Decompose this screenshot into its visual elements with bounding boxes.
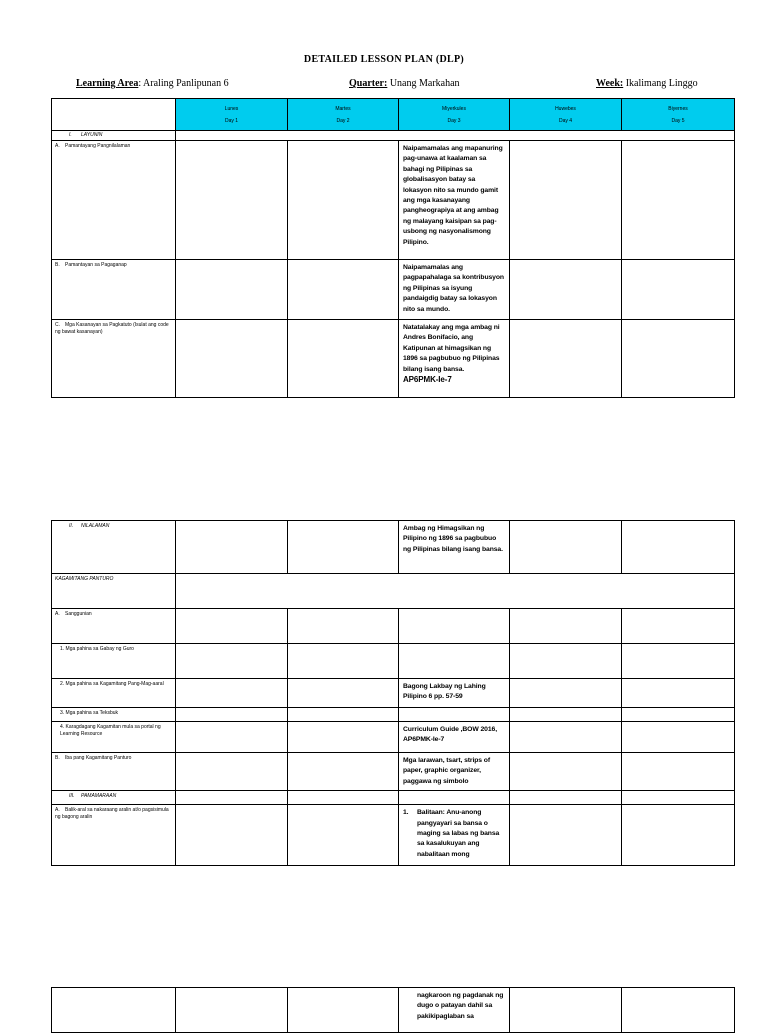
day2-cell <box>288 988 399 1033</box>
lesson-plan-table-objectives <box>51 98 735 398</box>
table-row <box>52 644 735 679</box>
week <box>596 78 698 89</box>
day1-cell <box>176 521 288 574</box>
day3-cell <box>399 708 510 722</box>
day3-cell <box>399 805 510 866</box>
row-label: B. Pamantayan sa Pagaganap <box>52 260 176 320</box>
section-heading: III. PAMAMARAAN <box>52 791 176 805</box>
section-heading: KAGAMITANG PANTURO <box>52 574 176 609</box>
day1-cell <box>176 722 288 753</box>
day1-cell <box>176 260 288 320</box>
row-label: 2. Mga pahina sa Kagamitang Pang-Mag-aaral <box>52 679 176 708</box>
day3-cell: Bagong Lakbay ng Lahing Pilipino 6 pp. 57-59 <box>399 679 510 708</box>
day1-cell <box>176 609 288 644</box>
day3-cell <box>399 609 510 644</box>
day3-cell: Naipamamalas ang pagpapahalaga sa kontribusyon ng Pilipinas sa isyung pandaigdig batay sa lokasyon nito sa mundo. <box>399 260 510 320</box>
quarter <box>349 78 460 89</box>
day-header: Huwebes Day 4 <box>510 99 622 131</box>
table-row <box>52 141 735 260</box>
table-row <box>52 260 735 320</box>
day5-cell <box>622 708 735 722</box>
day2-cell <box>288 141 399 260</box>
week-label: Week: <box>596 78 624 89</box>
row-label: 3. Mga pahina sa Teksbuk <box>52 708 176 722</box>
learning-area-label: Learning Area <box>76 78 139 89</box>
day2-cell <box>288 609 399 644</box>
table-row <box>52 320 735 398</box>
day5-cell <box>622 791 735 805</box>
day1-cell <box>176 753 288 791</box>
header-blank-cell <box>52 99 176 131</box>
competency-code: AP6PMK-Ie-7 <box>403 375 452 385</box>
row-label: 4. Karagdagang Kagamitan mula sa portal ng Learning Resource <box>52 722 176 753</box>
day5-cell <box>622 722 735 753</box>
table-row <box>52 708 735 722</box>
day5-cell <box>622 805 735 866</box>
section-heading: II. NILALAMAN <box>52 521 176 574</box>
row-label: A. Balik-aral sa nakaraang aralin at/o pagsisimula ng bagong aralin <box>52 805 176 866</box>
day5-cell <box>622 644 735 679</box>
learning-area <box>76 78 229 89</box>
day3-cell <box>399 644 510 679</box>
day3-cell <box>399 791 510 805</box>
day5-cell <box>622 609 735 644</box>
day4-cell <box>510 722 622 753</box>
row-label <box>52 988 176 1033</box>
table-row <box>52 805 735 866</box>
day1-cell <box>176 141 288 260</box>
day4-cell <box>510 988 622 1033</box>
day5-cell <box>622 320 735 398</box>
day5-cell <box>622 988 735 1033</box>
document-title: DETAILED LESSON PLAN (DLP) <box>303 54 465 65</box>
day4-cell <box>510 753 622 791</box>
day2-cell <box>288 679 399 708</box>
day4-cell <box>510 141 622 260</box>
day3-cell: Naipamamalas ang mapanuring pag-unawa at kaalaman sa bahagi ng Pilipinas sa globalisasyon batay sa lokasyon nito sa mundo gamit ang mga kasanayang pangheograpiya at ang ambag ng malayang kaisipan sa pag-usbong ng nasyonalismong Pilipino. <box>399 141 510 260</box>
day1-cell <box>176 708 288 722</box>
section-heading: I. LAYUNIN <box>52 131 176 141</box>
day3-cell: Mga larawan, tsart, strips of paper, graphic organizer, paggawa ng simbolo <box>399 753 510 791</box>
quarter-value: Unang Markahan <box>387 78 460 89</box>
row-label: 1. Mga pahina sa Gabay ng Guro <box>52 644 176 679</box>
day2-cell <box>288 791 399 805</box>
lesson-plan-table-continuation <box>51 987 735 1033</box>
day5-cell <box>622 521 735 574</box>
day5-cell <box>622 679 735 708</box>
table-row <box>52 609 735 644</box>
section-row-layunin <box>52 131 735 141</box>
section-span-cell <box>176 574 735 609</box>
table-row <box>52 722 735 753</box>
day3-cell: nagkaroon ng pagdanak ng dugo o patayan dahil sa pakikipaglaban sa <box>399 988 510 1033</box>
day3-cell: Ambag ng Himagsikan ng Pilipino ng 1896 sa pagbubuo ng Pilipinas bilang isang bansa. <box>399 521 510 574</box>
day1-cell <box>176 988 288 1033</box>
day1-cell <box>176 805 288 866</box>
day4-cell <box>510 260 622 320</box>
day5-cell <box>622 260 735 320</box>
row-label: A. Pamantayang Pangnilalaman <box>52 141 176 260</box>
day5-cell <box>622 753 735 791</box>
day4-cell <box>510 791 622 805</box>
day1-cell <box>176 320 288 398</box>
row-label: A. Sanggunian <box>52 609 176 644</box>
table-row <box>52 679 735 708</box>
days-header-row <box>52 99 735 131</box>
day-header: Lunes Day 1 <box>176 99 288 131</box>
day2-cell <box>288 260 399 320</box>
day4-cell <box>510 320 622 398</box>
day4-cell <box>510 805 622 866</box>
day1-cell <box>176 791 288 805</box>
day2-cell <box>288 708 399 722</box>
lesson-plan-table-content <box>51 520 735 866</box>
day4-cell <box>510 609 622 644</box>
table-row <box>52 753 735 791</box>
day-header: Biyernes Day 5 <box>622 99 735 131</box>
day2-cell <box>288 722 399 753</box>
day2-cell <box>288 644 399 679</box>
day4-cell <box>510 679 622 708</box>
section-span-cell <box>176 131 735 141</box>
table-row <box>52 988 735 1033</box>
balitaan-text: Balitaan: Anu-anong pangyayari sa bansa o maging sa labas ng bansa sa kasalukuyan ang nabalitaan mong <box>417 809 500 858</box>
day4-cell <box>510 708 622 722</box>
quarter-label: Quarter: <box>349 78 388 89</box>
learning-area-value: : Araling Panlipunan 6 <box>138 78 229 89</box>
day5-cell <box>622 141 735 260</box>
day-header: Miyerkules Day 3 <box>399 99 510 131</box>
day2-cell <box>288 805 399 866</box>
day-header: Martes Day 2 <box>288 99 399 131</box>
day1-cell <box>176 679 288 708</box>
day4-cell <box>510 521 622 574</box>
day2-cell <box>288 521 399 574</box>
section-row-kagamitan <box>52 574 735 609</box>
row-label: C. Mga Kasanayan sa Pagkatuto (Isulat ang code ng bawat kasanayan) <box>52 320 176 398</box>
section-row-nilalaman <box>52 521 735 574</box>
day3-cell: Natatalakay ang mga ambag ni Andres Bonifacio, ang Katipunan at himagsikan ng 1896 sa pagbubuo ng Pilipinas bilang isang bansa. AP6PMK-Ie-7 <box>399 320 510 398</box>
day3-cell: Curriculum Guide ,BOW 2016, AP6PMK-Ie-7 <box>399 722 510 753</box>
day2-cell <box>288 320 399 398</box>
list-number: 1. <box>403 809 409 817</box>
day1-cell <box>176 644 288 679</box>
row-label: B. Iba pang Kagamitang Panturo <box>52 753 176 791</box>
day2-cell <box>288 753 399 791</box>
week-value: Ikalimang Linggo <box>623 78 698 89</box>
day4-cell <box>510 644 622 679</box>
section-row-pamamaraan <box>52 791 735 805</box>
